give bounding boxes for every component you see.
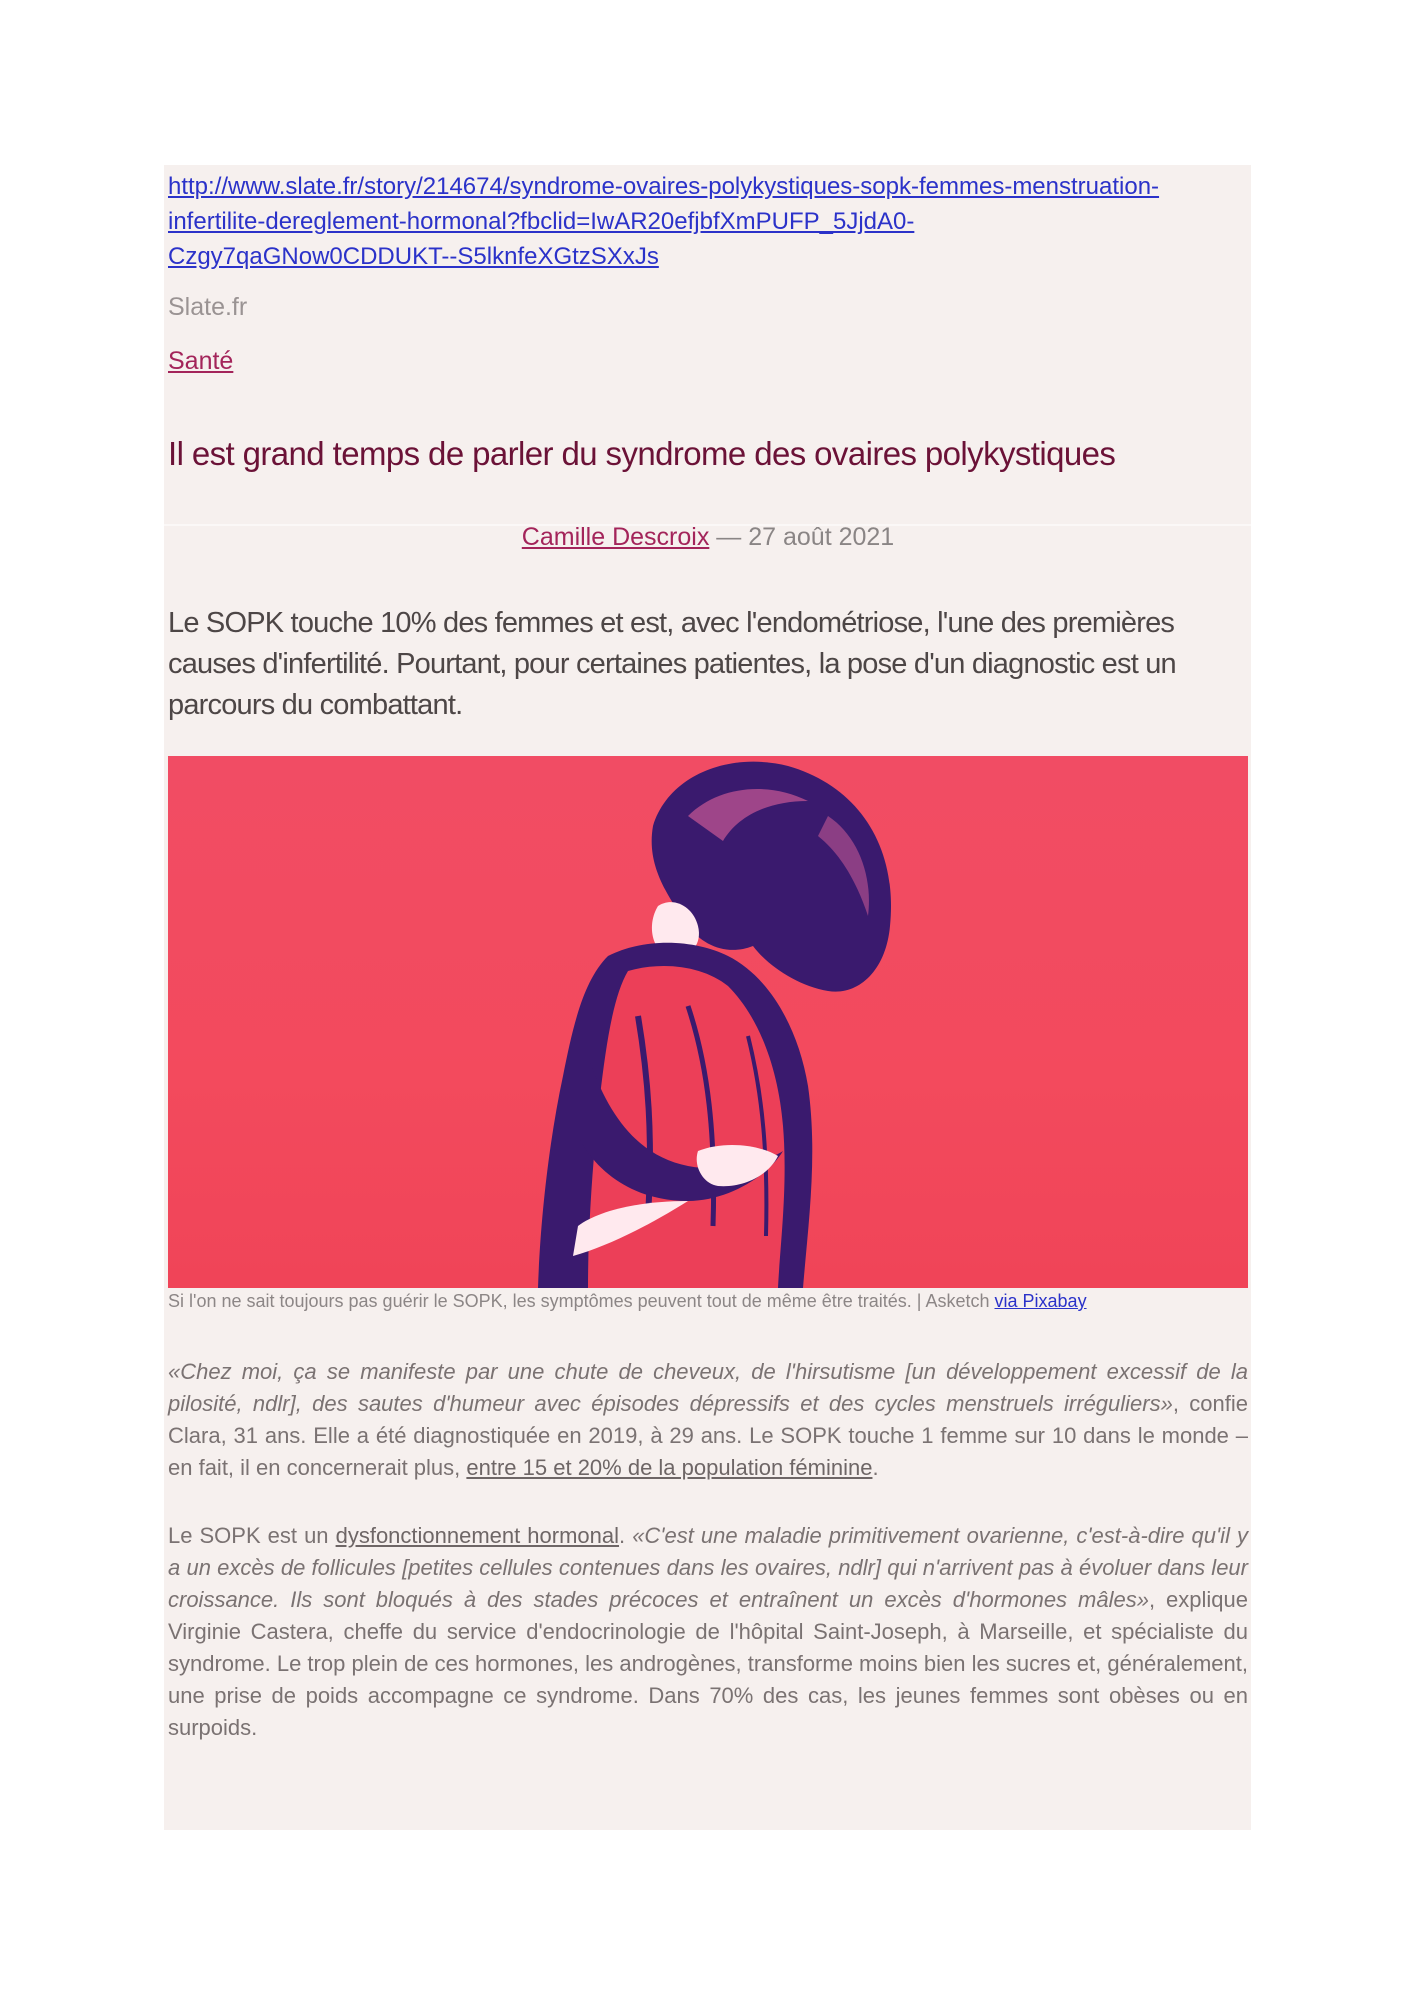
article-illustration [168, 756, 1248, 1288]
section-link[interactable]: Santé [168, 347, 234, 375]
byline [168, 523, 1248, 552]
source-name: Slate.fr [168, 293, 248, 321]
article-title: Il est grand temps de parler du syndrome des ovaires polykystiques [168, 435, 1116, 472]
woman-illustration [168, 756, 1248, 1288]
hormonal-dysfunction-link[interactable]: dysfonctionnement hormonal [335, 1523, 620, 1548]
paragraph-1 [168, 1356, 1248, 1484]
paragraph-1-end: . [872, 1455, 879, 1480]
article-lede: Le SOPK touche 10% des femmes et est, avec l'endométriose, l'une des premières causes d'infertilité. Pourtant, pour certaines patientes, la pose d'un diagnostic est un parcours du combattant. [168, 607, 1176, 721]
publish-date: 27 août 2021 [748, 523, 895, 551]
caption-text: Si l'on ne sait toujours pas guérir le SOPK, les symptômes peuvent tout de même être traités. | Asketch [168, 1291, 995, 1311]
paragraph-2 [168, 1520, 1248, 1744]
caption-credit-link[interactable]: via Pixabay [994, 1291, 1087, 1311]
paragraph-1-text: , confie Clara, 31 ans. Elle a été diagnostiquée en 2019, à 29 ans. Le SOPK touche 1 femme sur 10 dans le monde –en fait, il en concernerait plus, [168, 1391, 1249, 1480]
statistic-link[interactable]: entre 15 et 20% de la population féminine [466, 1455, 873, 1480]
quote-clara: «Chez moi, ça se manifeste par une chute de cheveux, de l'hirsutisme [un développement excessif de la pilosité, ndlr], des sautes d'humeur avec épisodes dépressifs et des cycles menstruels irréguliers» [168, 1359, 1248, 1416]
byline-separator: — [709, 523, 749, 551]
quote-castera: «C'est une maladie primitivement ovarienne, c'est-à-dire qu'il y a un excès de follicules [petites cellules contenues dans les ovaires, ndlr] qui n'arrivent pas à évoluer dans leur croissance. Ils sont bloqués à des stades précoces et entraînent un excès d'hormones mâles» [168, 1523, 1249, 1612]
paragraph-2-start: Le SOPK est un [168, 1523, 336, 1548]
image-caption [168, 1291, 1087, 1312]
paragraph-2-text: , explique Virginie Castera, cheffe du service d'endocrinologie de l'hôpital Saint-Joseph, à Marseille, et spécialiste du syndrome. Le trop plein de ces hormones, les androgènes, transforme moins bien les sucres et, généralement, une prise de poids accompagne ce syndrome. Dans 70% des cas, les jeunes femmes sont obèses ou en surpoids. [168, 1587, 1248, 1740]
author-link[interactable]: Camille Descroix [521, 523, 710, 551]
article-sheet [164, 165, 1251, 1830]
source-url-link[interactable]: http://www.slate.fr/story/214674/syndrome-ovaires-polykystiques-sopk-femmes-menstruation-infertilite-dereglement-hormonal?fbclid=IwAR20efjbfXmPUFP_5JjdA0-Czgy7qaGNow0CDDUKT--S5lknfeXGtzSXxJs [168, 173, 1160, 270]
paragraph-2-dot: . [619, 1523, 633, 1548]
